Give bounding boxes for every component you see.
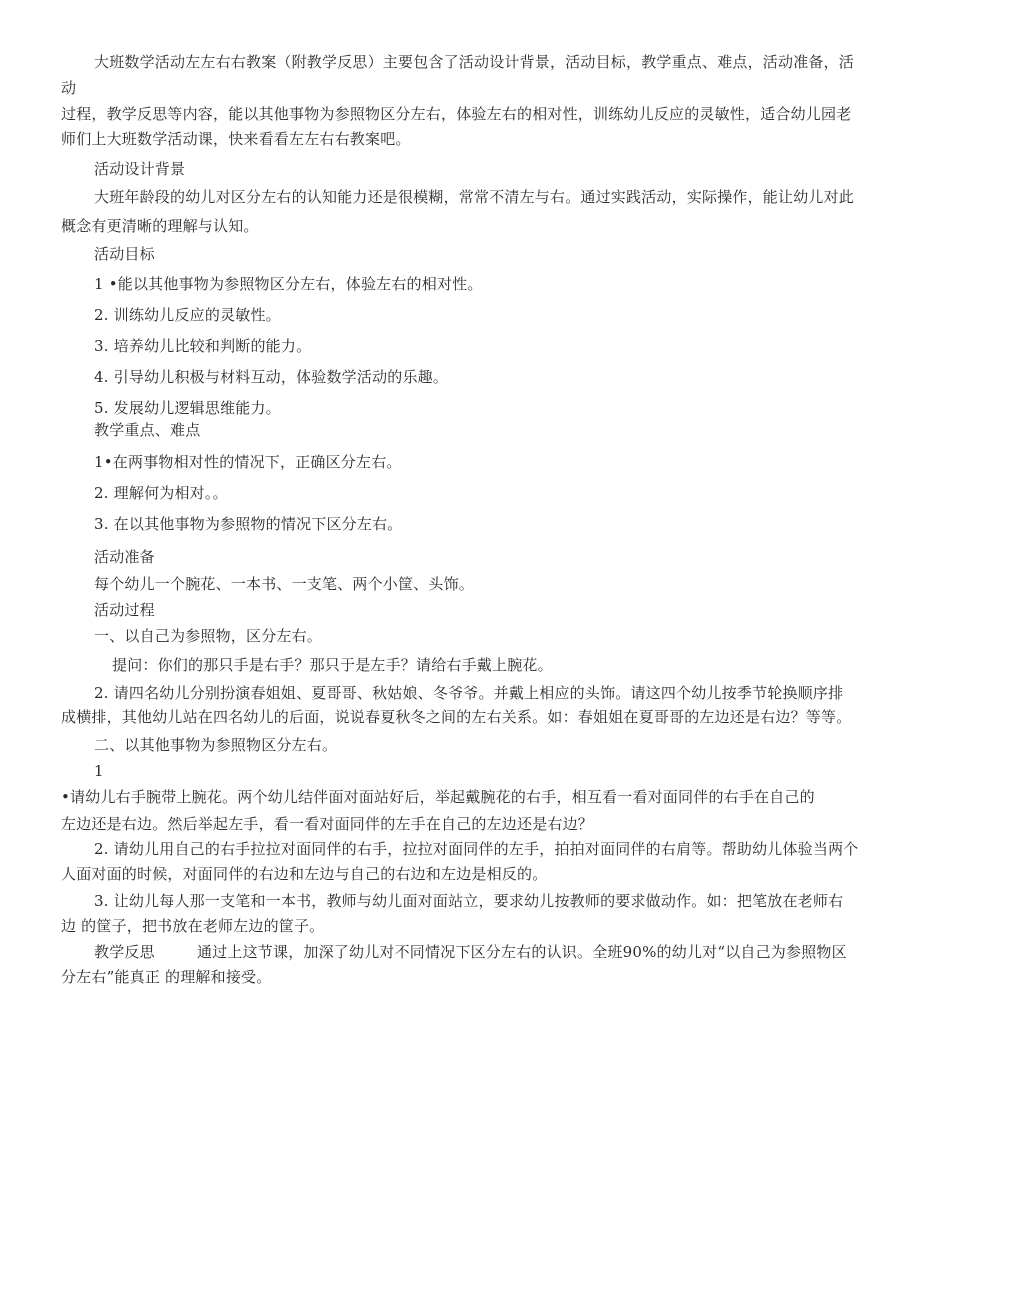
- process-part2-item1: 左边还是右边。然后举起左手，看一看对面同伴的左手在自己的左边还是右边？: [61, 815, 594, 833]
- section-heading-goals: 活动目标: [94, 245, 155, 263]
- process-part2-item3: 边 的筐子，把书放在老师左边的筐子。: [61, 917, 325, 935]
- process-part1-question: 提问：你们的那只手是右手？那只于是左手？请给右手戴上腕花。: [112, 656, 553, 674]
- process-part1-item2: 成横排，其他幼儿站在四名幼儿的后面，说说春夏秋冬之间的左右关系。如：春姐姐在夏哥哥的左边还是右边？等等。: [61, 708, 852, 726]
- reflection-line: 分左右”能真正 的理解和接受。: [61, 968, 272, 986]
- keypoint-item: 1•在两事物相对性的情况下，正确区分左右。: [94, 453, 402, 471]
- section-heading-preparation: 活动准备: [94, 548, 155, 566]
- process-part1-item2: 2. 请四名幼儿分别扮演春姐姐、夏哥哥、秋姑娘、冬爷爷。并戴上相应的头饰。请这四个幼儿按季节轮换顺序排: [94, 684, 844, 702]
- goal-item: 3. 培养幼儿比较和判断的能力。: [94, 337, 312, 355]
- section-heading-keypoints: 教学重点、难点: [94, 421, 201, 439]
- goal-item: 4. 引导幼儿积极与材料互动，体验数学活动的乐趣。: [94, 368, 449, 386]
- process-part2-item2: 人面对面的时候，对面同伴的右边和左边与自己的右边和左边是相反的。: [61, 865, 548, 883]
- intro-line: 动: [61, 79, 77, 97]
- background-line: 概念有更清晰的理解与认知。: [61, 217, 259, 235]
- intro-line: 师们上大班数学活动课，快来看看左左右右教案吧。: [61, 130, 411, 148]
- process-part2-item1: •请幼儿右手腕带上腕花。两个幼儿结伴面对面站好后，举起戴腕花的右手，相互看一看对面同伴的右手在自己的: [61, 788, 815, 806]
- process-part2-item2: 2. 请幼儿用自己的右手拉拉对面同伴的右手，拉拉对面同伴的左手，拍拍对面同伴的右肩等。帮助幼儿体验当两个: [94, 840, 859, 858]
- background-line: 大班年龄段的幼儿对区分左右的认知能力还是很模糊，常常不清左与右。通过实践活动，实际操作，能让幼儿对此: [94, 188, 855, 206]
- reflection-line: 通过上这节课，加深了幼儿对不同情况下区分左右的认识。全班90%的幼儿对“以自己为参照物区: [197, 943, 847, 961]
- process-part2-number: 1: [94, 762, 104, 780]
- section-heading-process: 活动过程: [94, 601, 155, 619]
- goal-item: 2. 训练幼儿反应的灵敏性。: [94, 306, 281, 324]
- section-heading-reflection: 教学反思: [94, 943, 155, 961]
- process-part2-item3: 3. 让幼儿每人那一支笔和一本书，教师与幼儿面对面站立，要求幼儿按教师的要求做动作。如：把笔放在老师右: [94, 892, 844, 910]
- goal-item: 1 •能以其他事物为参照物区分左右，体验左右的相对性。: [94, 275, 483, 293]
- intro-line: 过程，教学反思等内容，能以其他事物为参照物区分左右，体验左右的相对性，训练幼儿反应的灵敏性，适合幼儿园老: [61, 105, 852, 123]
- keypoint-item: 3. 在以其他事物为参照物的情况下区分左右。: [94, 515, 403, 533]
- section-heading-background: 活动设计背景: [94, 160, 186, 178]
- goal-item: 5. 发展幼儿逻辑思维能力。: [94, 399, 281, 417]
- intro-line: 大班数学活动左左右右教案（附教学反思）主要包含了活动设计背景，活动目标，教学重点、难点，活动准备，活: [94, 53, 855, 71]
- keypoint-item: 2. 理解何为相对。。: [94, 484, 228, 502]
- preparation-text: 每个幼儿一个腕花、一本书、一支笔、两个小筐、头饰。: [94, 575, 475, 593]
- process-part2-title: 二、以其他事物为参照物区分左右。: [94, 736, 338, 754]
- process-part1-title: 一、以自己为参照物，区分左右。: [94, 627, 323, 645]
